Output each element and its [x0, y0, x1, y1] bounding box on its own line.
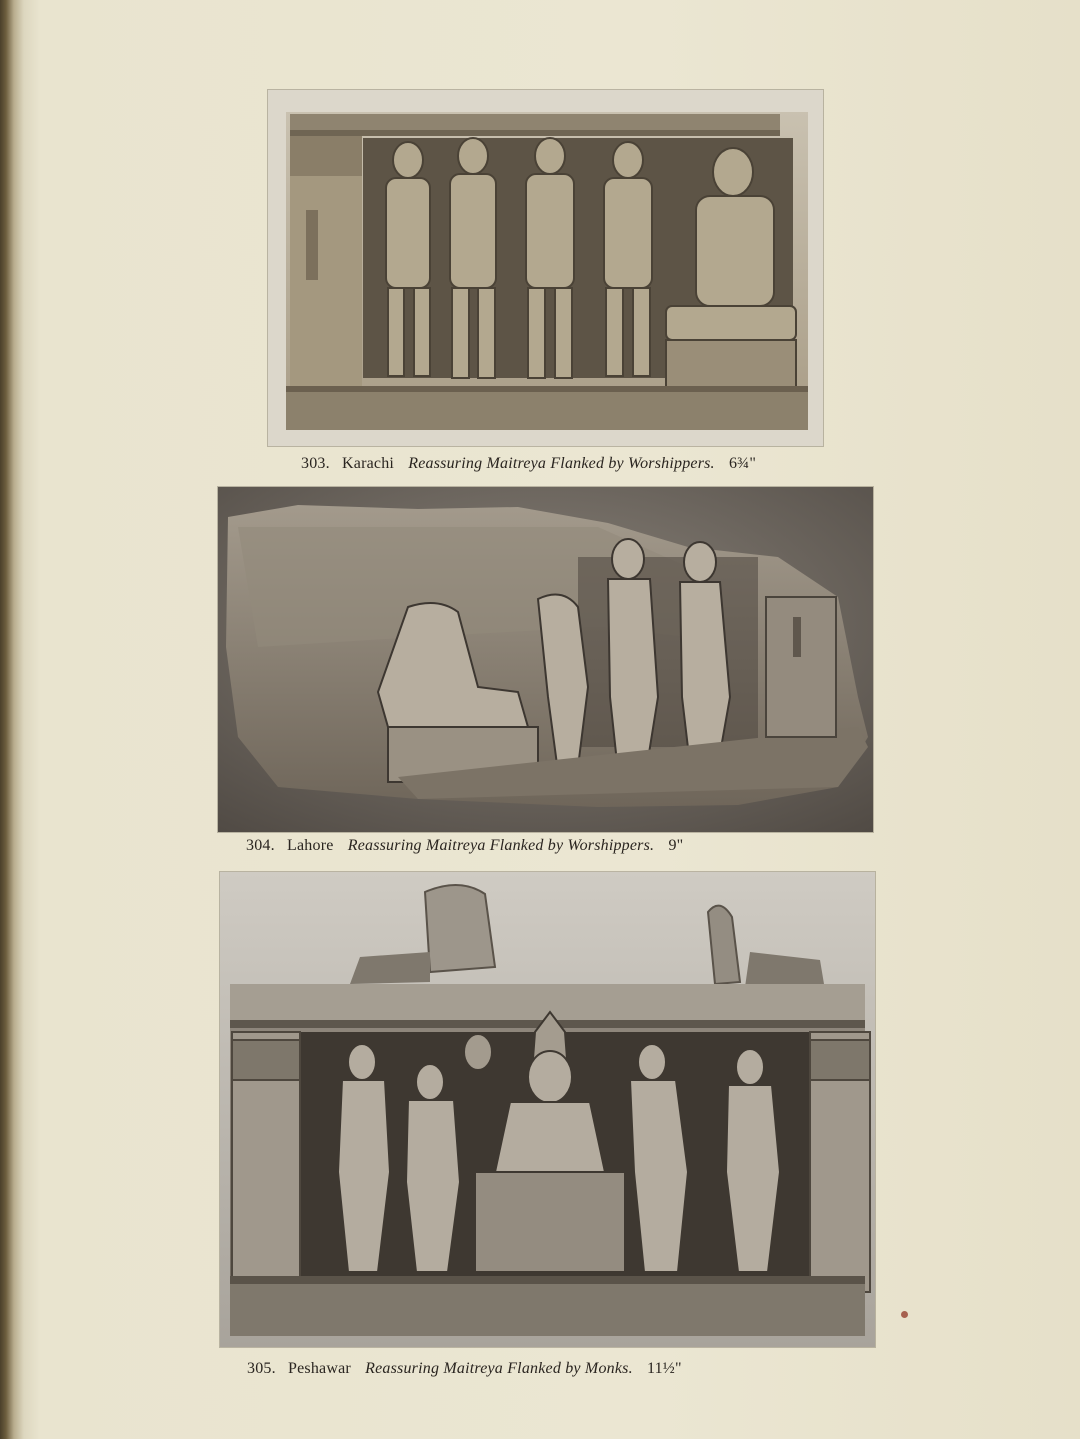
ink-spot — [901, 1311, 908, 1318]
plate-304-photo — [218, 487, 873, 832]
relief-sculpture-image — [218, 487, 873, 832]
plate-location: Peshawar — [288, 1360, 351, 1377]
plate-number: 305. — [247, 1360, 276, 1377]
plate-location: Karachi — [342, 455, 395, 472]
plate-location: Lahore — [287, 837, 334, 854]
plate-size: 6¾" — [728, 455, 757, 472]
caption-303 — [301, 455, 756, 473]
caption-305 — [247, 1360, 682, 1378]
plate-size: 9" — [668, 837, 684, 854]
plate-size: 11½" — [646, 1360, 682, 1377]
caption-304 — [246, 837, 683, 855]
plate-305-photo — [220, 872, 875, 1347]
plate-number: 303. — [301, 455, 330, 472]
plate-title: Reassuring Maitreya Flanked by Worshippers. — [347, 837, 655, 854]
plate-title: Reassuring Maitreya Flanked by Monks. — [365, 1360, 633, 1377]
plate-number: 304. — [246, 837, 275, 854]
relief-sculpture-image — [268, 90, 823, 446]
relief-sculpture-image — [220, 872, 875, 1347]
plate-303-photo — [268, 90, 823, 446]
plate-title: Reassuring Maitreya Flanked by Worshippers. — [408, 455, 715, 472]
